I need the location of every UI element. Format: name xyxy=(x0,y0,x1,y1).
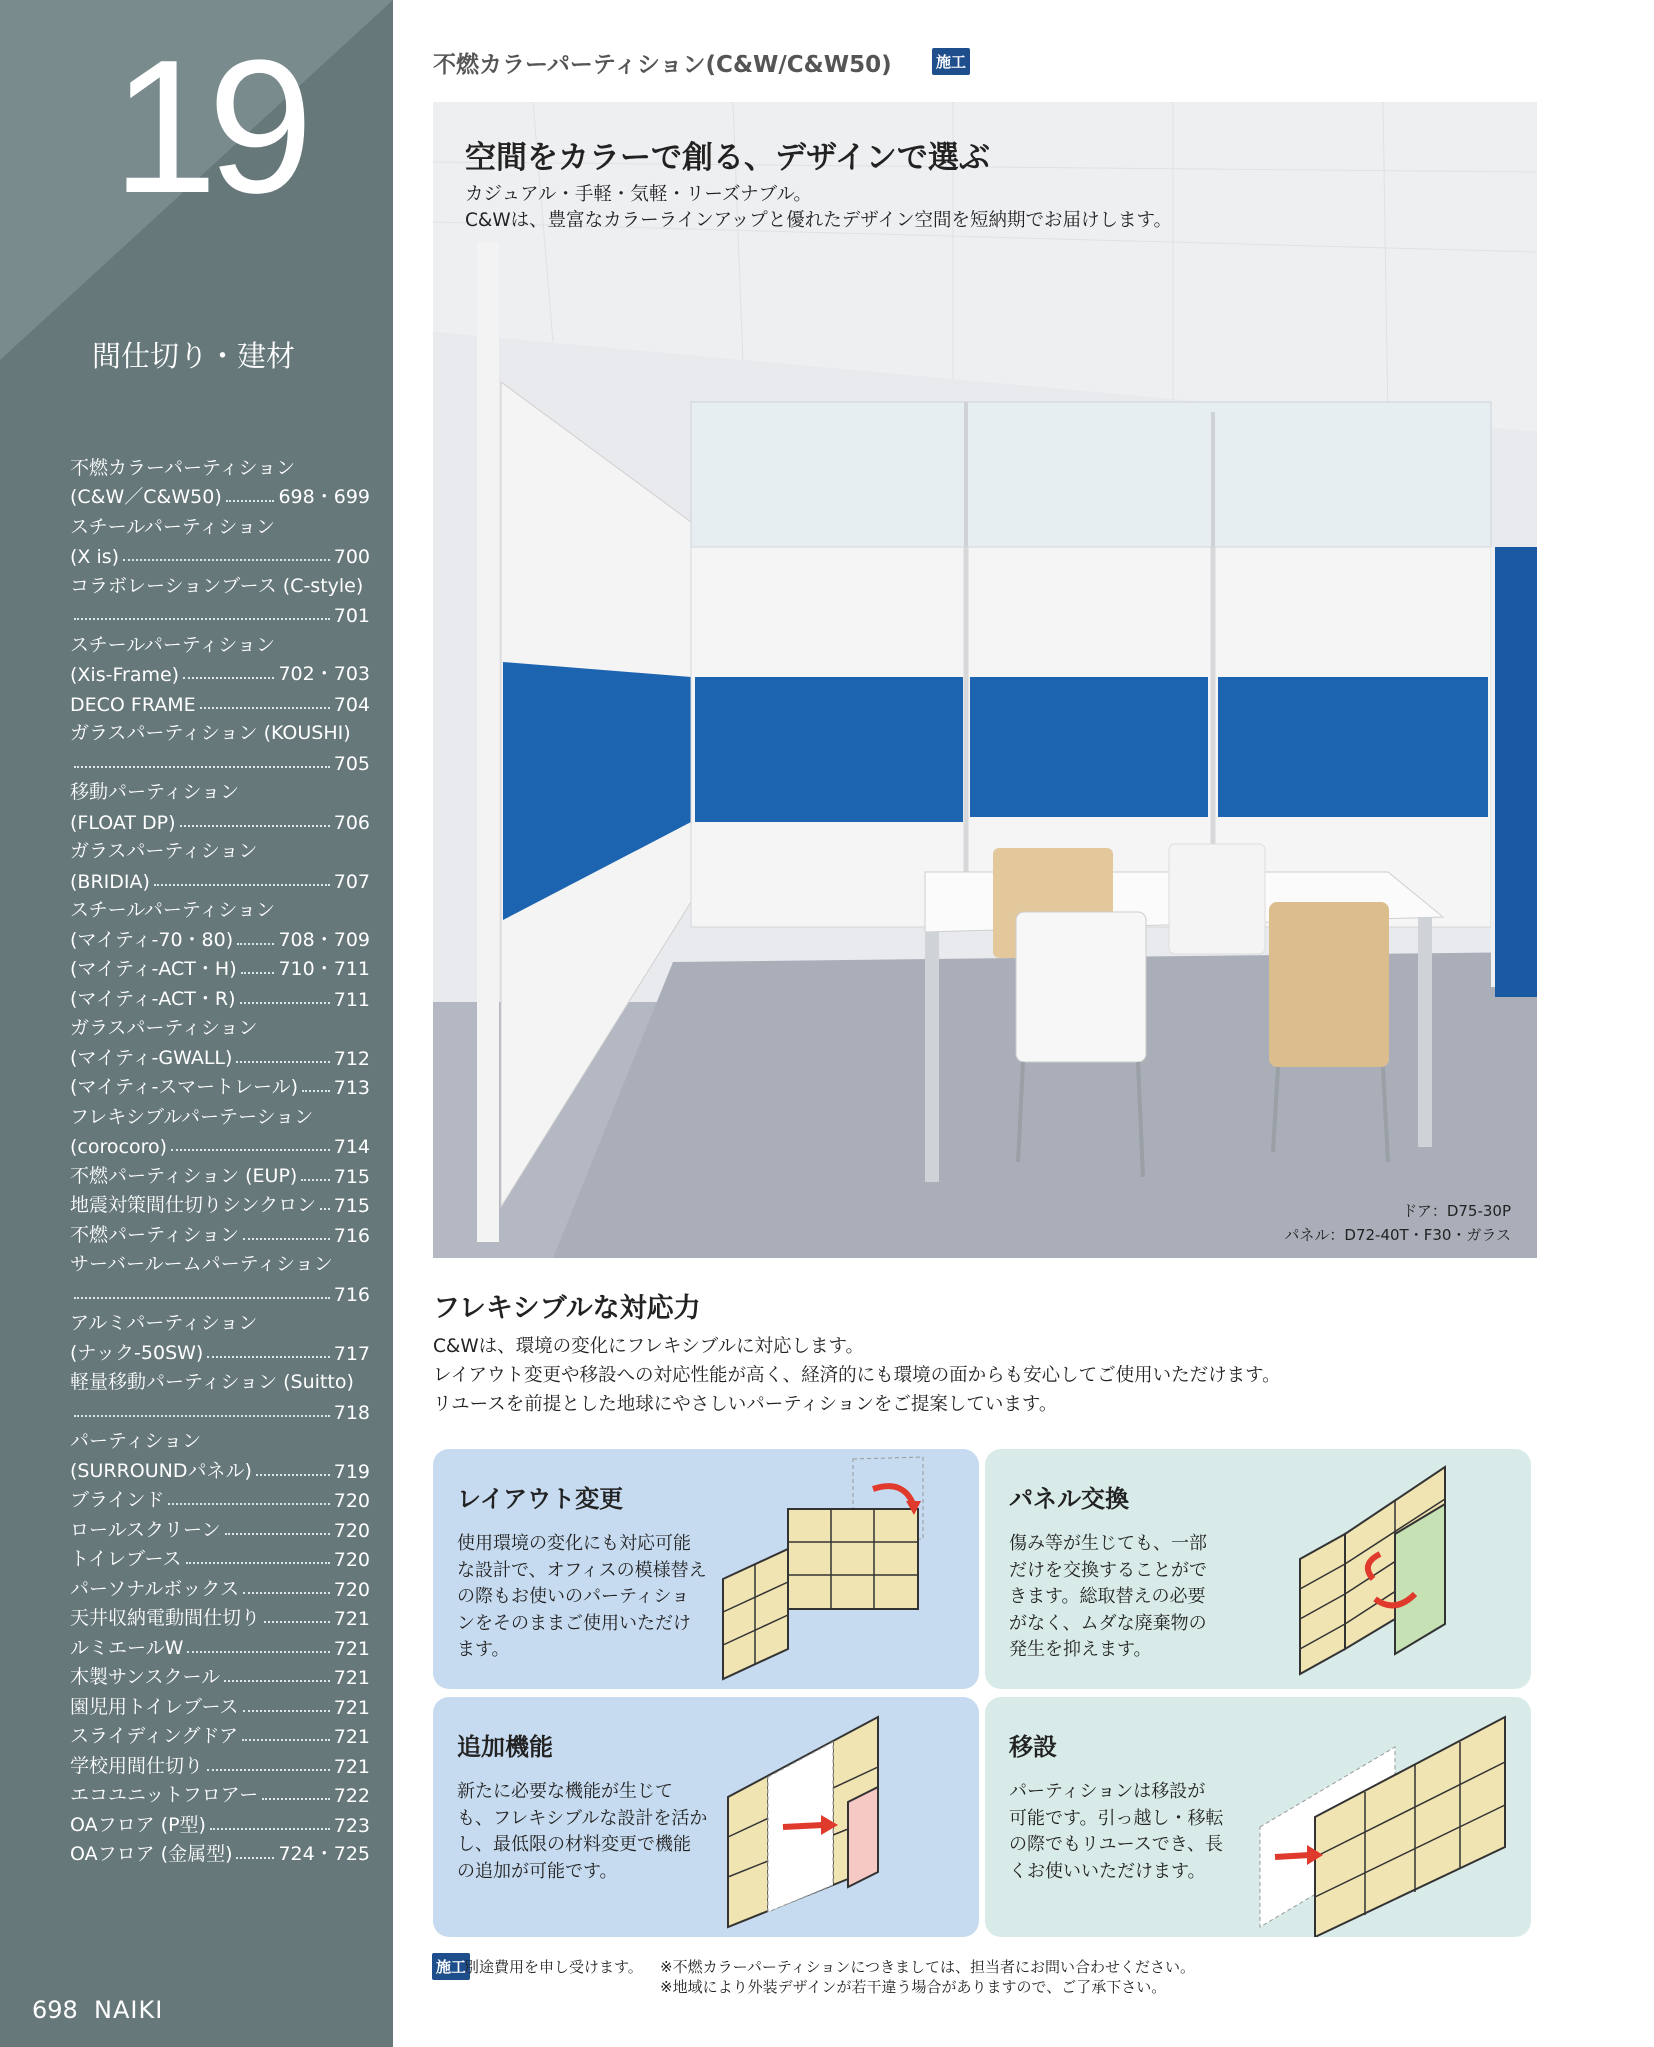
toc-item-title: サーバールームパーティション xyxy=(70,1253,333,1275)
toc-item xyxy=(70,1129,370,1159)
feature-title: 移設 xyxy=(1009,1733,1057,1761)
feature-card-panel-exchange xyxy=(985,1449,1531,1689)
feature-card-add-function xyxy=(433,1697,979,1937)
toc-item xyxy=(70,1719,370,1749)
toc-item xyxy=(70,952,370,982)
toc-item xyxy=(70,1365,370,1395)
toc-item-title: 地震対策間仕切りシンクロン xyxy=(70,1194,317,1216)
toc-leader-dots xyxy=(207,1356,329,1358)
toc-item xyxy=(70,1040,370,1070)
toc-item-title: 不燃パーティション (EUP) xyxy=(70,1164,298,1187)
footnote-1: ※不燃カラーパーティションにつきましては、担当者にお問い合わせください。 xyxy=(660,1958,1196,1976)
toc-item-page: 719 xyxy=(333,1460,370,1483)
toc-item-page: 712 xyxy=(333,1047,370,1070)
toc-item-title: ガラスパーティション (KOUSHI) xyxy=(70,722,351,744)
toc-item xyxy=(70,1512,370,1542)
toc-leader-dots xyxy=(74,1415,330,1417)
feature-description-line: ンをそのままご使用いただけ xyxy=(457,1612,691,1634)
toc-leader-dots xyxy=(237,943,274,945)
toc-item xyxy=(70,1630,370,1660)
door-caption: ドア：D75-30P xyxy=(1402,1202,1511,1220)
toc-leader-dots xyxy=(123,559,330,561)
toc-item xyxy=(70,1542,370,1572)
toc-leader-dots xyxy=(74,766,330,768)
toc-item-page: 724・725 xyxy=(278,1843,370,1865)
feature-description-line: くお使いいただけます。 xyxy=(1009,1860,1206,1882)
section-title: 不燃カラーパーティション(C&W/C&W50) xyxy=(433,52,892,78)
toc-item xyxy=(70,1247,370,1277)
feature-description-line: がなく、ムダな廃棄物の xyxy=(1009,1612,1207,1634)
toc-item xyxy=(70,1099,370,1129)
toc-leader-dots xyxy=(180,825,330,827)
toc-item xyxy=(70,1778,370,1808)
table-of-contents xyxy=(70,450,370,1866)
toc-item-page: 721 xyxy=(333,1608,370,1630)
sidebar xyxy=(0,0,393,2047)
toc-item-page: 705 xyxy=(333,752,370,775)
toc-item-page: 701 xyxy=(333,605,370,627)
toc-item-title: 園児用トイレブース xyxy=(70,1695,239,1718)
flexibility-line-3: リユースを前提とした地球にやさしいパーティションをご提案しています。 xyxy=(433,1394,1058,1415)
feature-description xyxy=(457,1779,715,1885)
toc-item-title: 学校用間仕切り xyxy=(70,1754,204,1777)
toc-item-title: ガラスパーティション xyxy=(70,1017,258,1039)
feature-description-line: し、最低限の材料変更で機能 xyxy=(457,1834,691,1855)
toc-item-title: 移動パーティション xyxy=(70,781,240,803)
toc-item-page: 721 xyxy=(333,1696,370,1719)
toc-item xyxy=(70,1483,370,1513)
toc-item-title: 軽量移動パーティション (Suitto) xyxy=(70,1371,354,1393)
toc-item-title: (SURROUNDパネル) xyxy=(70,1459,252,1482)
feature-description-line: な設計で、オフィスの模様替え xyxy=(457,1559,707,1581)
feature-description xyxy=(1009,1779,1267,1885)
hero-subtitle-line-1: カジュアル・手軽・気軽・リーズナブル。 xyxy=(465,184,812,205)
feature-description-line: の際もお使いのパーティショ xyxy=(457,1586,690,1607)
toc-item-page: 700 xyxy=(333,546,370,568)
toc-item xyxy=(70,539,370,569)
toc-leader-dots xyxy=(243,1592,330,1594)
feature-description-line: の追加が可能です。 xyxy=(457,1860,618,1882)
toc-item-title: 不燃パーティション xyxy=(70,1223,240,1246)
toc-item-page: 722 xyxy=(333,1785,370,1807)
toc-item xyxy=(70,509,370,539)
toc-item xyxy=(70,1689,370,1719)
toc-item xyxy=(70,1276,370,1306)
toc-item-page: 715 xyxy=(333,1165,370,1188)
panel-caption: パネル：D72-40T・F30・ガラス xyxy=(1284,1226,1511,1244)
toc-item-title: トイレブース xyxy=(70,1548,182,1570)
toc-item-page: 711 xyxy=(333,988,370,1011)
toc-item-title: (マイティ-ACT・R) xyxy=(70,987,236,1010)
footnote-badge-text: 別途費用を申し受けます。 xyxy=(464,1958,643,1976)
toc-leader-dots xyxy=(186,1562,330,1564)
toc-item xyxy=(70,1424,370,1454)
toc-item xyxy=(70,1394,370,1424)
toc-leader-dots xyxy=(200,707,330,709)
toc-item-page: 720 xyxy=(333,1490,370,1512)
toc-leader-dots xyxy=(262,1798,330,1800)
toc-item-page: 702・703 xyxy=(278,663,370,685)
toc-item xyxy=(70,745,370,775)
toc-leader-dots xyxy=(301,1179,329,1181)
toc-item-page: 721 xyxy=(333,1755,370,1778)
add-function-icon xyxy=(703,1697,979,1937)
construction-badge: 施工 xyxy=(932,48,970,75)
toc-item-page: 720 xyxy=(333,1519,370,1542)
toc-item xyxy=(70,1453,370,1483)
toc-leader-dots xyxy=(154,884,330,886)
feature-description-line: 新たに必要な機能が生じて xyxy=(457,1781,673,1802)
toc-item xyxy=(70,598,370,628)
relocation-icon xyxy=(1255,1697,1531,1937)
toc-item xyxy=(70,1306,370,1336)
toc-item xyxy=(70,1807,370,1837)
toc-item-page: 698・699 xyxy=(278,486,370,508)
feature-card-relocation xyxy=(985,1697,1531,1937)
toc-item-page: 720 xyxy=(333,1578,370,1601)
toc-item-page: 706 xyxy=(333,811,370,834)
toc-item-title: OAフロア (P型) xyxy=(70,1813,206,1836)
toc-item xyxy=(70,834,370,864)
toc-item-title: フレキシブルパーテーション xyxy=(70,1105,314,1128)
toc-item-title: スチールパーティション xyxy=(70,633,276,656)
feature-description-line: 可能です。引っ越し・移転 xyxy=(1009,1807,1224,1829)
layout-change-icon xyxy=(703,1449,979,1689)
toc-item-page: 718 xyxy=(333,1401,370,1424)
feature-description-line: も、フレキシブルな設計を活か xyxy=(457,1807,708,1829)
toc-item xyxy=(70,1601,370,1631)
toc-item-title: DECO FRAME xyxy=(70,693,196,716)
flexibility-line-2: レイアウト変更や移設への対応性能が高く、経済的にも環境の面からも安心してご使用いただけます。 xyxy=(433,1365,1281,1386)
feature-description xyxy=(457,1531,715,1664)
toc-item-page: 723 xyxy=(333,1814,370,1837)
toc-item xyxy=(70,863,370,893)
toc-item-page: 721 xyxy=(333,1667,370,1689)
feature-description-line: ます。 xyxy=(457,1639,510,1660)
toc-item-title: ガラスパーティション xyxy=(70,840,258,862)
brand-name: NAIKI xyxy=(94,1996,164,2024)
toc-item-page: 704 xyxy=(333,693,370,716)
toc-item-title: (FLOAT DP) xyxy=(70,811,176,834)
toc-leader-dots xyxy=(236,1061,329,1063)
toc-item-page: 707 xyxy=(333,870,370,893)
toc-leader-dots xyxy=(240,1002,330,1004)
hero-photo xyxy=(433,102,1537,1258)
toc-item-title: パーソナルボックス xyxy=(70,1577,240,1600)
toc-item-title: (マイティ-ACT・H) xyxy=(70,958,237,980)
toc-item-title: (マイティ-GWALL) xyxy=(70,1046,233,1069)
toc-leader-dots xyxy=(74,618,330,620)
toc-item-title: ロールスクリーン xyxy=(70,1518,221,1541)
toc-item xyxy=(70,1837,370,1867)
feature-description xyxy=(1009,1531,1267,1664)
toc-item xyxy=(70,1188,370,1218)
toc-item xyxy=(70,450,370,480)
feature-title: レイアウト変更 xyxy=(457,1485,624,1513)
panel-exchange-icon xyxy=(1255,1449,1531,1689)
toc-item-title: ルミエールW xyxy=(70,1636,184,1659)
toc-leader-dots xyxy=(224,1680,330,1682)
toc-leader-dots xyxy=(256,1474,330,1476)
toc-item-title: 木製サンスクール xyxy=(70,1666,221,1688)
toc-item-page: 721 xyxy=(333,1726,370,1748)
toc-leader-dots xyxy=(264,1621,330,1623)
toc-item-title: スライディングドア xyxy=(70,1725,238,1747)
toc-leader-dots xyxy=(207,1769,330,1771)
hero-subtitle-line-2: C&Wは、豊富なカラーラインアップと優れたデザイン空間を短納期でお届けします。 xyxy=(465,210,1173,231)
toc-item-page: 714 xyxy=(333,1136,370,1158)
feature-description-line: だけを交換することがで xyxy=(1009,1559,1207,1581)
toc-item-page: 715 xyxy=(333,1195,370,1217)
toc-item xyxy=(70,981,370,1011)
toc-item-title: (マイティ-70・80) xyxy=(70,928,234,951)
toc-item xyxy=(70,804,370,834)
toc-item-title: (C&W／C&W50) xyxy=(70,486,222,508)
toc-item xyxy=(70,686,370,716)
toc-item xyxy=(70,657,370,687)
toc-item-title: アルミパーティション xyxy=(70,1312,258,1334)
feature-description-line: パーティションは移設が xyxy=(1009,1781,1206,1802)
flexibility-heading: フレキシブルな対応力 xyxy=(433,1293,701,1324)
toc-item xyxy=(70,480,370,510)
toc-item-title: OAフロア (金属型) xyxy=(70,1843,233,1865)
toc-item xyxy=(70,1070,370,1100)
toc-item xyxy=(70,568,370,598)
toc-leader-dots xyxy=(171,1149,330,1151)
chapter-number: 19 xyxy=(112,21,304,233)
toc-item-title: (ナック-50SW) xyxy=(70,1341,204,1364)
toc-leader-dots xyxy=(236,1857,274,1859)
toc-leader-dots xyxy=(74,1297,330,1299)
toc-item-title: (Xis-Frame) xyxy=(70,664,180,686)
toc-leader-dots xyxy=(226,500,275,502)
toc-item-title: (X is) xyxy=(70,546,120,568)
toc-item-page: 708・709 xyxy=(278,928,370,951)
toc-leader-dots xyxy=(168,1503,329,1505)
toc-leader-dots xyxy=(320,1208,330,1210)
toc-item xyxy=(70,775,370,805)
chapter-title: 間仕切り・建材 xyxy=(92,339,296,373)
toc-item xyxy=(70,1571,370,1601)
toc-item-title: (corocoro) xyxy=(70,1136,168,1158)
feature-title: 追加機能 xyxy=(457,1733,553,1761)
toc-item-title: (マイティ-スマートレール) xyxy=(70,1076,299,1098)
toc-leader-dots xyxy=(242,1739,330,1741)
toc-leader-dots xyxy=(187,1651,329,1653)
feature-description-line: の際でもリユースでき、長 xyxy=(1009,1834,1224,1855)
feature-description-line: きます。総取替えの必要 xyxy=(1009,1586,1206,1607)
flexibility-line-1: C&Wは、環境の変化にフレキシブルに対応します。 xyxy=(433,1336,864,1357)
toc-leader-dots xyxy=(183,677,274,679)
page-number: 698 xyxy=(32,1996,78,2024)
toc-leader-dots xyxy=(225,1533,330,1535)
toc-item-page: 721 xyxy=(333,1637,370,1660)
toc-item-title: エコユニットフロアー xyxy=(70,1784,259,1806)
construction-badge: 施工 xyxy=(432,1953,470,1980)
toc-item xyxy=(70,1660,370,1690)
toc-item-page: 716 xyxy=(333,1224,370,1247)
toc-item-title: ブラインド xyxy=(70,1489,165,1511)
toc-leader-dots xyxy=(241,972,275,974)
toc-item-title: 天井収納電動間仕切り xyxy=(70,1607,261,1629)
office-partition-photo xyxy=(433,102,1537,1258)
toc-item xyxy=(70,893,370,923)
toc-item-title: 不燃カラーパーティション xyxy=(70,456,296,479)
toc-item-title: コラボレーションブース (C-style) xyxy=(70,574,364,597)
toc-item xyxy=(70,1748,370,1778)
feature-title: パネル交換 xyxy=(1009,1485,1129,1513)
toc-item-page: 720 xyxy=(333,1549,370,1571)
toc-item-title: パーティション xyxy=(70,1430,202,1452)
feature-description-line: 発生を抑えます。 xyxy=(1009,1639,1152,1660)
toc-leader-dots xyxy=(302,1090,330,1092)
toc-item xyxy=(70,1335,370,1365)
toc-item-title: スチールパーティション xyxy=(70,899,276,921)
toc-item xyxy=(70,922,370,952)
toc-item-page: 716 xyxy=(333,1283,370,1306)
footnote-2: ※地域により外装デザインが若干違う場合がありますので、ご了承下さい。 xyxy=(660,1978,1167,1996)
toc-item-page: 713 xyxy=(333,1077,370,1099)
toc-item-title: (BRIDIA) xyxy=(70,870,150,893)
toc-item xyxy=(70,1217,370,1247)
toc-item xyxy=(70,1158,370,1188)
toc-item xyxy=(70,716,370,746)
hero-title: 空間をカラーで創る、デザインで選ぶ xyxy=(465,140,990,176)
toc-leader-dots xyxy=(243,1238,330,1240)
feature-description-line: 傷み等が生じても、一部 xyxy=(1009,1533,1207,1554)
toc-item-page: 717 xyxy=(333,1342,370,1365)
toc-leader-dots xyxy=(243,1710,330,1712)
toc-item-page: 710・711 xyxy=(278,958,370,980)
feature-card-layout-change xyxy=(433,1449,979,1689)
feature-description-line: 使用環境の変化にも対応可能 xyxy=(457,1533,691,1554)
toc-item xyxy=(70,627,370,657)
toc-item-title: スチールパーティション xyxy=(70,515,276,538)
toc-leader-dots xyxy=(210,1828,330,1830)
toc-item xyxy=(70,1011,370,1041)
